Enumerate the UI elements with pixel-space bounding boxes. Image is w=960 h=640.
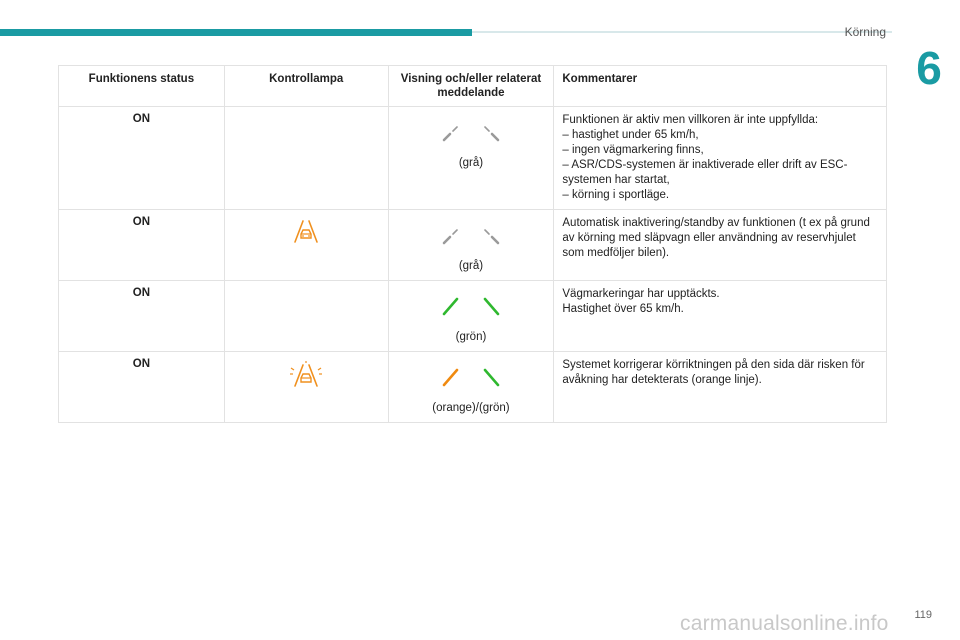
- comment-cell: [554, 107, 887, 210]
- display-cell: [388, 352, 554, 423]
- lane-assist-status-table: [58, 65, 887, 423]
- display-label: (grå): [458, 157, 484, 169]
- lane-markings-grey-icon: [440, 220, 502, 246]
- lane-assist-active-orange-icon: [289, 360, 323, 388]
- display-cell: [388, 107, 554, 210]
- table-row: [59, 352, 887, 423]
- page-number: 119: [914, 609, 932, 621]
- section-title: Körning: [844, 25, 886, 39]
- comment-cell: [554, 210, 887, 281]
- table-row: [59, 281, 887, 352]
- header-comment: Kommentarer: [554, 66, 887, 107]
- comment-line: Systemet korrigerar körriktningen på den sida där risken för avåkning har detekterats (orange linje).: [562, 359, 865, 386]
- header-divider: [472, 31, 892, 33]
- lamp-cell: [224, 210, 388, 281]
- lane-markings-orange-green-icon: [440, 362, 502, 388]
- comment-line: Automatisk inaktivering/standby av funktionen (t ex på grund av körning med släpvagn eller användning av reservhjulet som medföljer bilen).: [562, 217, 870, 259]
- lane-markings-green-icon: [440, 291, 502, 317]
- display-label: (orange)/(grön): [432, 402, 510, 414]
- display-cell: [388, 281, 554, 352]
- chapter-number: 6: [916, 42, 942, 94]
- comment-line: – körning i sportläge.: [562, 189, 670, 201]
- comment-line: – hastighet under 65 km/h,: [562, 129, 699, 141]
- header-accent-bar: [0, 29, 472, 36]
- watermark: carmanualsonline.info: [680, 612, 889, 635]
- lane-assist-warning-orange-icon: [292, 218, 320, 244]
- status-cell: ON: [59, 107, 225, 210]
- comment-cell: [554, 281, 887, 352]
- table-header-row: [59, 66, 887, 107]
- lamp-cell: [224, 107, 388, 210]
- header-lamp: Kontrollampa: [224, 66, 388, 107]
- status-cell: ON: [59, 210, 225, 281]
- display-label: (grön): [455, 331, 487, 343]
- comment-cell: [554, 352, 887, 423]
- status-cell: ON: [59, 281, 225, 352]
- comment-line: – ASR/CDS-systemen är inaktiverade eller drift av ESC-systemen har startat,: [562, 159, 848, 186]
- comment-line: – ingen vägmarkering finns,: [562, 144, 704, 156]
- comment-line: Vägmarkeringar har upptäckts.: [562, 288, 720, 300]
- table-row: [59, 210, 887, 281]
- lamp-cell: [224, 352, 388, 423]
- display-cell: [388, 210, 554, 281]
- display-label: (grå): [458, 260, 484, 272]
- lamp-cell: [224, 281, 388, 352]
- comment-line: Hastighet över 65 km/h.: [562, 303, 684, 315]
- header-status: Funktionens status: [59, 66, 225, 107]
- lane-markings-grey-icon: [440, 117, 502, 143]
- comment-line: Funktionen är aktiv men villkoren är inte uppfyllda:: [562, 114, 819, 126]
- status-cell: ON: [59, 352, 225, 423]
- header-display: Visning och/eller relaterat meddelande: [388, 66, 554, 107]
- table-row: [59, 107, 887, 210]
